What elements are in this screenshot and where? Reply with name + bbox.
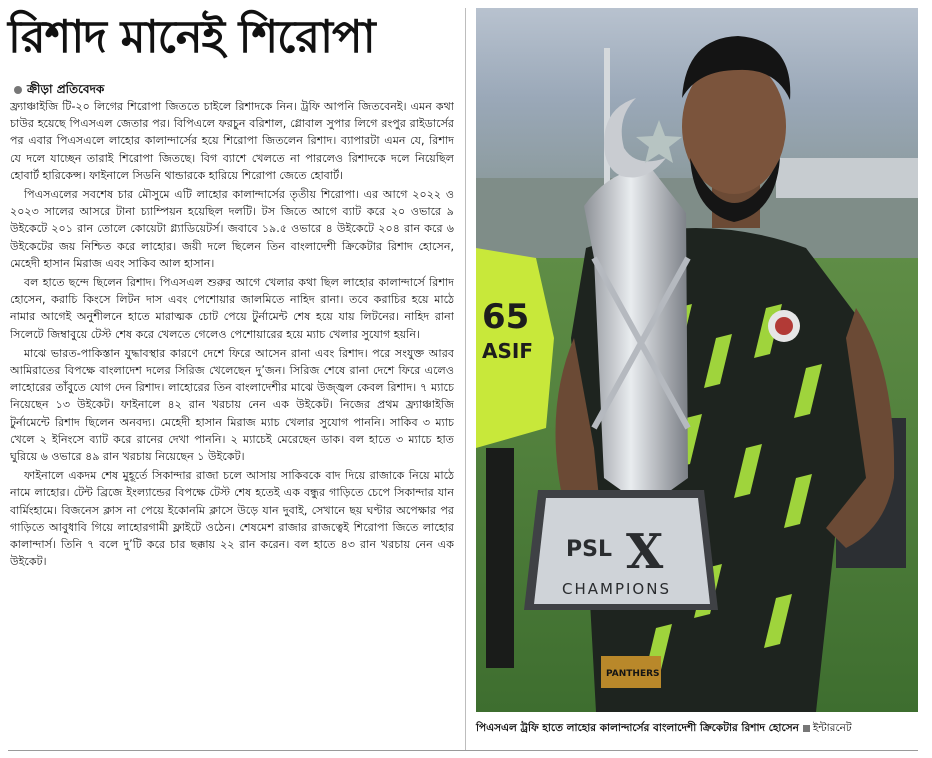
- stadium-roof: [776, 158, 918, 198]
- article-paragraph-1: ফ্র্যাঞ্চাইজি টি-২০ লিগের শিরোপা জিততে চাইলে রিশাদকে নিন। ট্রফি আপনি জিতবেনই। এমন কথা চাউর হয়েছে পিএসএল জেতার পর। বিপিএলে ফরচুন বরিশাল, গ্লোবাল সুপার লিগে রংপুর রাইডার্সের পর এবার পিএসএলে লাহোর কালান্দার্সের হয়ে শিরোপা জিতলেন রিশাদ। ব্যাপারটা এমন যে, রিশাদ যে দলে যাচ্ছেন তারাই শিরোপা জিতছে। বিগ ব্যাশে খেলতে না পারলেও রিশাদকে দলে নিয়েছিল হোবার্ট হারিকেন্স। ফাইনালে সিডনি থান্ডারকে হারিয়ে শিরোপা জেতে হোবার্ট।: [10, 100, 454, 182]
- byline: [14, 80, 454, 98]
- plaque-champions-label: CHAMPIONS: [562, 580, 671, 598]
- background-player-legs: [486, 448, 514, 668]
- news-photo: [476, 8, 918, 712]
- photo-caption: [476, 716, 918, 740]
- bottom-rule: [8, 750, 918, 751]
- plaque-brand: PSL: [566, 537, 612, 562]
- bullet-dot-icon: [14, 86, 22, 94]
- plaque-edition: X: [626, 524, 664, 580]
- background-player-number: 65: [482, 297, 530, 337]
- shorts-sponsor-text: PANTHERS: [606, 669, 660, 679]
- column-divider: [465, 8, 466, 750]
- photo-illustration: [476, 8, 918, 712]
- byline-text: ক্রীড়া প্রতিবেদক: [27, 82, 105, 96]
- background-player-name: ASIF: [482, 339, 533, 363]
- club-badge-center: [775, 317, 793, 335]
- article-paragraph-2: পিএসএলের সবশেষ চার মৌসুমে এটি লাহোর কালান্দার্সের তৃতীয় শিরোপা। এর আগে ২০২২ ও ২০২৩ সালের আসরে টানা চ্যাম্পিয়ন হয়েছিল দলটি। টস জিতে আগে ব্যাট করে ২০ ওভারে ৯ উইকেটে ২০১ রান তোলে কোয়েটা গ্ল্যাডিয়েটর্স। জবাবে ১৯.৫ ওভারে ৪ উইকেটে ২০৪ রান করে ৬ উইকেটের জয় নিশ্চিত করে লাহোর। জয়ী দলে ছিলেন তিন বাংলাদেশী ক্রিকেটার রিশাদ হোসেন, মেহেদী হাসান মিরাজ এবং সাকিব আল হাসান।: [10, 188, 454, 270]
- headline: রিশাদ মানেই শিরোপা: [8, 10, 375, 63]
- caption-square-icon: [803, 725, 810, 732]
- article-paragraph-5: ফাইনালে একদম শেষ মুহূর্তে সিকান্দার রাজা চলে আসায় সাকিবকে বাদ দিয়ে রাজাকে নিয়ে মাঠে নামে লাহোর। টেন্ট ব্রিজে ইংল্যান্ডের বিপক্ষে টেস্ট শেষ হতেই এক বন্ধুর গাড়িতে চেপে সিকান্দার যান বার্মিংহামে। বিজনেস ক্লাস না পেয়ে ইকোনমি ক্লাসে উড়ে যান দুবাই, সেখানে ছয় ঘণ্টার অপেক্ষার পর গাড়িতে আবুধাবি গিয়ে লাহোরগামী ফ্লাইটে ওঠেন। শেষমেশ রাজার রাজত্বেই শিরোপা জিতে লাহোর কালান্দার্স। তিনি ৭ বলে দু’টি করে চার ছক্কায় ২২ রান করেন। বল হাতে ৪৩ রান খরচায় নেন এক উইকেট।: [10, 469, 454, 569]
- caption-credit: ইন্টারনেট: [812, 722, 852, 734]
- article-paragraph-3: বল হাতে ছন্দে ছিলেন রিশাদ। পিএসএল শুরুর আগে খেলার কথা ছিল লাহোর কালান্দার্সে রিশাদ হোসেন, করাচি কিংসে লিটন দাস এবং পেশোয়ার জালমিতে নাহিদ রানা। তবে করাচির হয়ে মাঠে নামার আগেই অনুশীলনে হাতে মারাত্মক চোট পেয়ে টুর্নামেন্ট শেষ হয়ে যায় লিটনের। নাহিদ রানা সিলেটে জিম্বাবুয়ে টেস্ট শেষ করে খেলতে গেলেও পেশোয়ারের হয়ে ম্যাচ খেলার সুযোগ হয়নি।: [10, 276, 454, 341]
- article-body: [10, 98, 454, 748]
- article-paragraph-4: মাঝে ভারত-পাকিস্তান যুদ্ধাবস্থার কারণে দেশে ফিরে আসেন রানা এবং রিশাদ। পরে সংযুক্ত আরব আমিরাতের বিপক্ষে বাংলাদেশ দলের সিরিজ খেলেছেন দু’জন। সিরিজ শেষে রানা দেশে ফিরে এলেও লাহোরের তাঁবুতে যোগ দেন রিশাদ। লাহোরের তিন বাংলাদেশীর মাঝে উজ্জ্বল কেবল রিশাদ। ৭ ম্যাচে নিয়েছেন ১৩ উইকেট। ফাইনালে ৪২ রান খরচায় নেন এক উইকেট। নিজের প্রথম ফ্র্যাঞ্চাইজি টুর্নামেন্টে রিশাদ ছিলেন অনবদ্য। মেহেদী হাসান মিরাজ ম্যাচ খেলার সুযোগ পাননি। সাকিব ৩ ম্যাচ খেলে ২ ইনিংসে ব্যাট করে রানের দেখা পাননি। ২ ম্যাচেই মেরেছেন ডাক। বল হাতে ৩ ম্যাচে হাত ঘুরিয়ে ৬ ওভারে ৪৯ রান খরচায় নিয়েছেন ১ উইকেট।: [10, 346, 454, 464]
- caption-text: পিএসএল ট্রফি হাতে লাহোর কালান্দার্সের বাংলাদেশী ক্রিকেটার রিশাদ হোসেন: [476, 722, 799, 734]
